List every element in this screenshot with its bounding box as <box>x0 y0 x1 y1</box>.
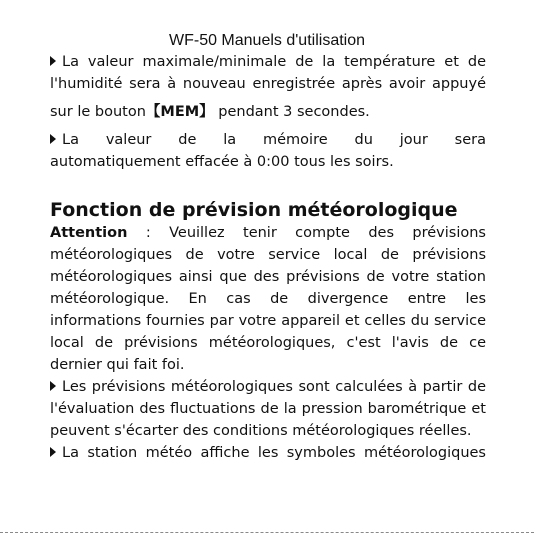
mem-key-label: 【MEM】 <box>145 104 214 120</box>
attention-line-3: météorologiques ainsi que des prévisions de votre station <box>50 269 486 285</box>
bullet-calc-line-1: Les prévisions météorologiques sont calculées à partir de <box>50 376 486 398</box>
bullet-maxmin-line-2: l'humidité sera à nouveau enregistrée après avoir appuyé <box>50 76 486 92</box>
bullet-arrow-icon <box>50 56 56 66</box>
attention-line-7: dernier qui fait foi. <box>50 357 185 373</box>
bullet-calc-line-2: l'évaluation des fluctuations de la pression barométrique et <box>50 401 486 417</box>
attention-line-4: météorologique. En cas de divergence entre les <box>50 291 486 307</box>
attention-line-6: local de prévisions météorologiques, c'est l'avis de ce <box>50 335 486 351</box>
bullet-arrow-icon <box>50 134 56 144</box>
bullet-calc-line-3: peuvent s'écarter des conditions météorologiques réelles. <box>50 423 472 439</box>
section-title: Fonction de prévision météorologique <box>50 199 458 221</box>
bullet-arrow-icon <box>50 447 56 457</box>
bullet-symbols-line-1: La station météo affiche les symboles météorologiques <box>50 442 486 464</box>
attention-line-1: Attention : Veuillez tenir compte des prévisions <box>50 225 486 241</box>
bullet-arrow-icon <box>50 381 56 391</box>
attention-line-2: météorologiques de votre service local de prévisions <box>50 247 486 263</box>
bullet-memory-line-1: La valeur de la mémoire du jour sera <box>50 129 486 151</box>
bullet-maxmin-line-3: sur le bouton【MEM】 pendant 3 secondes. <box>50 104 370 120</box>
page-header-title: WF-50 Manuels d'utilisation <box>168 32 366 49</box>
bullet-memory-line-2: automatiquement effacée à 0:00 tous les soirs. <box>50 154 394 170</box>
attention-line-5: informations fournies par votre appareil et celles du service <box>50 313 486 329</box>
bullet-maxmin-line-1: La valeur maximale/minimale de la température et de <box>50 51 486 73</box>
attention-label: Attention <box>50 225 128 241</box>
